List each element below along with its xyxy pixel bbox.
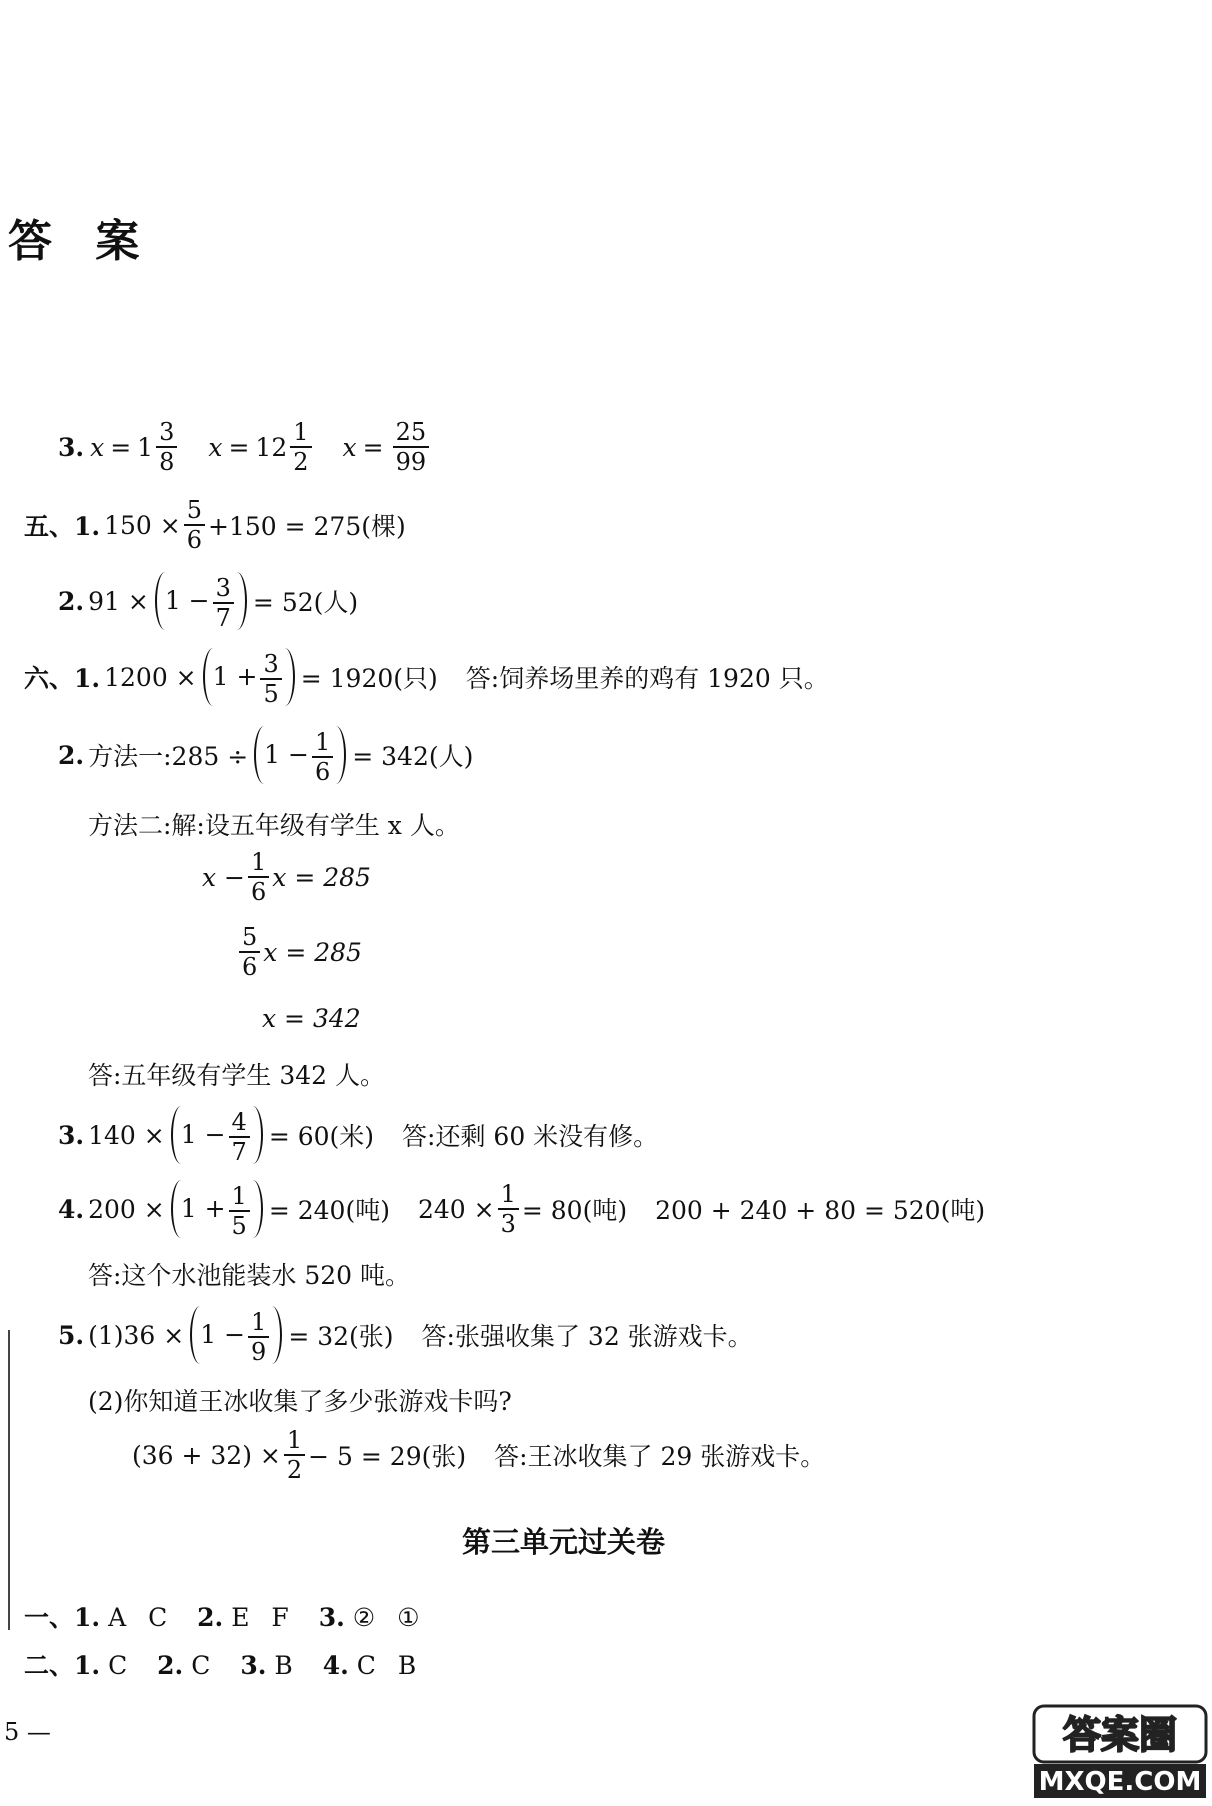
unit3-section1: 一、1. A C 2. E F 3. ② ① xyxy=(24,1603,420,1632)
margin-rule xyxy=(8,1330,10,1630)
method2-intro: 方法二:解:设五年级有学生 x 人。 xyxy=(88,811,460,840)
fraction: $\frac{5}{6}$ xyxy=(184,498,205,552)
parentheses: 1 − $\frac{1}{6}$ xyxy=(254,726,346,784)
equation-step-2: $\frac{5}{6}$ x = 285 xyxy=(236,925,362,979)
watermark-graphic xyxy=(1030,1700,1210,1800)
unit3-section2: 二、1. C 2. C 3. B 4. C B xyxy=(24,1651,417,1680)
answer-section6-q5-part1: 5. (1)36 × 1 − $\frac{1}{9}$ = 32(张) 答:张强收集了 32 张游戏卡。 xyxy=(58,1307,753,1366)
section6-q4-answer: 答:这个水池能装水 520 吨。 xyxy=(88,1261,411,1290)
fraction: $\frac{1}{3}$ xyxy=(498,1182,519,1236)
fraction: $\frac{5}{6}$ xyxy=(239,925,260,979)
parentheses: 1 + $\frac{3}{5}$ xyxy=(203,648,295,706)
answer-section5-q2: 2. 91 × 1 − $\frac{3}{7}$ = 52(人) xyxy=(58,573,359,632)
answer-section5-q1: 五、1. 150 × $\frac{5}{6}$ +150 = 275(棵) xyxy=(24,496,406,554)
answer-section6-q4: 4. 200 × 1 + $\frac{1}{5}$ = 240(吨) 240 × $\frac{1}{3}$ = 80(吨) 200 + 240 + 80 = 520(吨) xyxy=(58,1180,986,1240)
section6-q5-part2-question: (2)你知道王冰收集了多少张游戏卡吗? xyxy=(88,1387,512,1416)
fraction: $\frac{25}{99}$ xyxy=(393,420,430,474)
parentheses: 1 − $\frac{1}{9}$ xyxy=(190,1306,282,1364)
method2-answer: 答:五年级有学生 342 人。 xyxy=(88,1061,386,1090)
svg-text:答案圈: 答案圈 xyxy=(1062,1713,1178,1757)
parentheses: 1 + $\frac{1}{5}$ xyxy=(171,1180,263,1238)
answer-section6-q5-part2: (36 + 32) × $\frac{1}{2}$ − 5 = 29(张) 答:王冰收集了 29 张游戏卡。 xyxy=(132,1426,826,1484)
watermark-logo xyxy=(1030,1700,1210,1800)
fraction: $\frac{1}{2}$ xyxy=(290,420,311,474)
answer-section6-q3: 3. 140 × 1 − $\frac{4}{7}$ = 60(米) 答:还剩 60 米没有修。 xyxy=(58,1107,659,1166)
answer-section6-q2-method1: 2. 方法一:285 ÷ 1 − $\frac{1}{6}$ = 342(人) xyxy=(58,727,474,786)
unit3-title: 第三单元过关卷 xyxy=(462,1525,666,1559)
parentheses: 1 − $\frac{4}{7}$ xyxy=(171,1106,263,1164)
fraction: $\frac{3}{8}$ xyxy=(156,420,177,474)
equation-step-1: x − $\frac{1}{6}$ x = 285 xyxy=(202,848,371,906)
svg-text:MXQE.COM: MXQE.COM xyxy=(1038,1767,1202,1797)
page-title: 答 案 xyxy=(8,216,154,267)
page-number: 5 — xyxy=(4,1718,51,1746)
equation-step-3: x = 342 xyxy=(262,1004,361,1033)
answer-section6-q1: 六、1. 1200 × 1 + $\frac{3}{5}$ = 1920(只) 答:饲养场里养的鸡有 1920 只。 xyxy=(24,649,829,708)
fraction: $\frac{1}{6}$ xyxy=(248,850,269,904)
fraction: $\frac{1}{2}$ xyxy=(284,1428,305,1482)
answer-line-3: 3. x = 1 $\frac{3}{8}$ x = 12 $\frac{1}{2}$ x = $\frac{25}{99}$ xyxy=(58,420,432,474)
parentheses: 1 − $\frac{3}{7}$ xyxy=(155,572,247,630)
